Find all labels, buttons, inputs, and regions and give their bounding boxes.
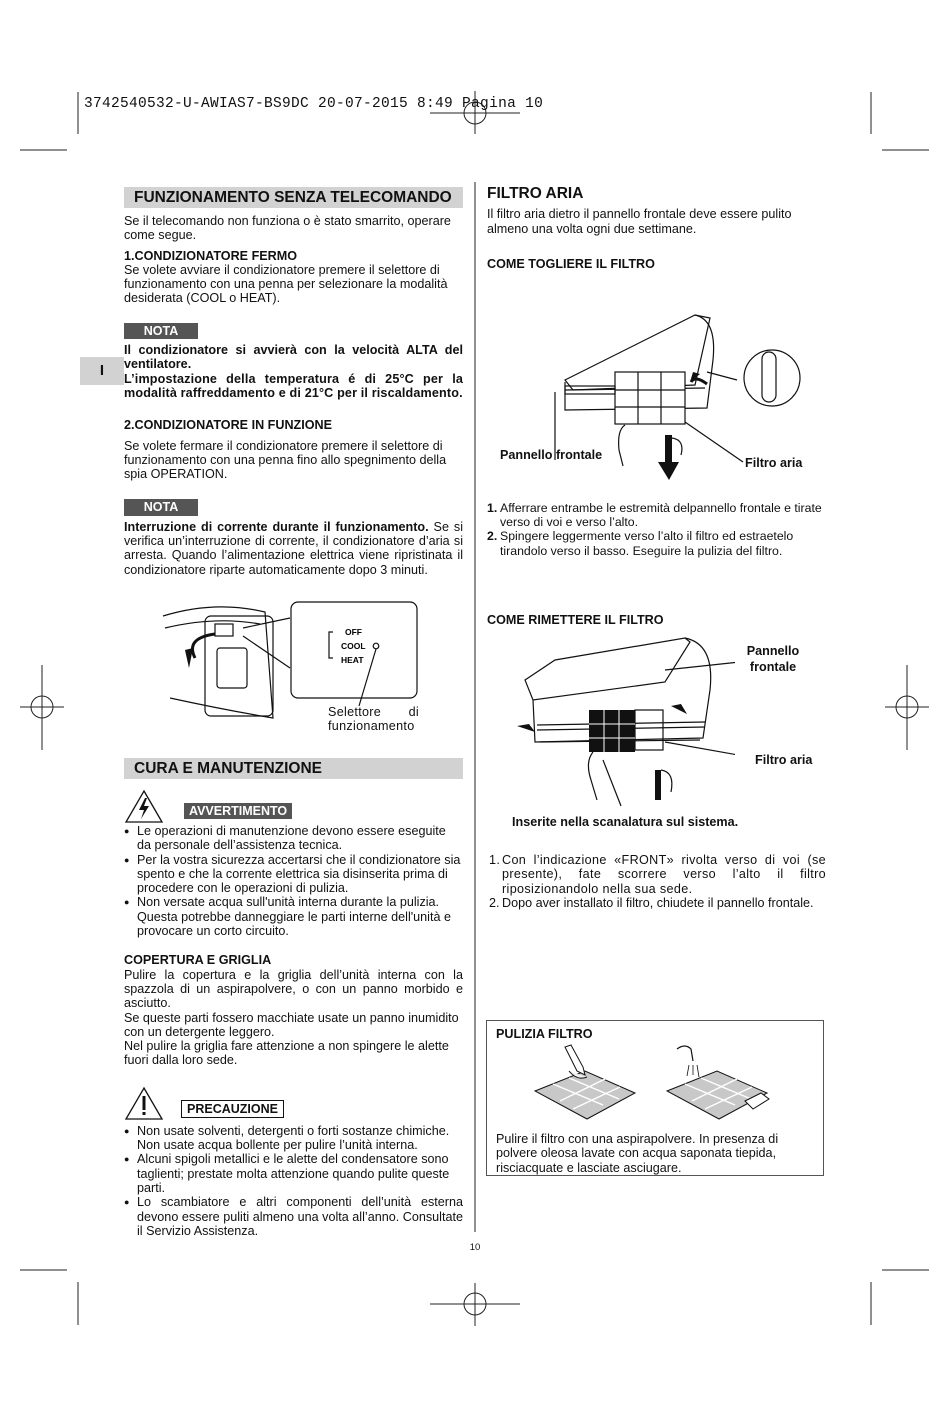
cover-grille-title: COPERTURA E GRIGLIA (124, 953, 272, 968)
remove-step-2-number: 2. (487, 529, 498, 544)
remove-step-2 (487, 529, 826, 557)
remove-step-1-text: Afferrare entrambe le estremità delpannello frontale e tirate verso di voi e verso l’alto. (500, 501, 822, 530)
nota-badge-1: NOTA (124, 323, 198, 339)
warning-item: ● Le operazioni di manutenzione devono essere eseguite da personale dell’assistenza tecnica. (124, 824, 463, 853)
filter-cleaning-box (486, 1020, 824, 1176)
replace-steps (489, 853, 826, 910)
cover-grille-text-1: Pulire la copertura e la griglia dell’unità interna con la spazzola di un aspirapolvere, o con un panno morbido e asciutto. (124, 967, 463, 1011)
subsection-unit-on-title: 2.CONDIZIONATORE IN FUNZIONE (124, 418, 333, 433)
nota-2-bold: Interruzione di corrente durante il funzionamento. (124, 519, 429, 534)
electric-warning-icon (124, 789, 164, 825)
selector-caption-line-2: funzionamento (328, 719, 415, 733)
selector-caption (328, 705, 419, 733)
replace-steps-list (489, 853, 826, 910)
label-front-panel-2-line-2: frontale (749, 660, 797, 674)
section-title-maintenance: CURA E MANUTENZIONE (124, 758, 463, 779)
label-air-filter-2: Filtro aria (755, 753, 813, 767)
nota-2-text (124, 520, 463, 577)
warning-item: ● Per la vostra sicurezza accertarsi che il condizionatore sia spento e che la corrente elettrica sia disinserita prima di procedere con le operazioni di pulizia. (124, 853, 463, 896)
nota-1-line-1: Il condizionatore si avvierà con la velocità ALTA del ventilatore. (124, 343, 463, 372)
nota-1-line-2: L’impostazione della temperatura é di 25°C per la modalità raffreddamento e di 21°C per il riscaldamento. (124, 371, 463, 400)
replace-step-1 (489, 853, 826, 896)
replace-step-2-text: Dopo aver installato il filtro, chiudete il pannello frontale. (502, 895, 814, 910)
replace-step-1-text: Con l’indicazione «FRONT» rivolta verso di voi (se presente), fate scorrere verso l’alto il filtro riposizionandolo nella sua sede. (502, 853, 826, 896)
remove-steps-list (487, 501, 826, 558)
caution-item: ● Lo scambiatore e altri componenti dell’unità esterna devono essere puliti almeno una volta all’anno. Consultate il Servizio Assistenza. (124, 1195, 463, 1238)
remove-step-1 (487, 501, 826, 529)
replace-step-1-number: 1. (489, 853, 501, 867)
left-column (124, 187, 463, 577)
replace-filter-illustration (515, 630, 735, 820)
replace-filter-title: COME RIMETTERE IL FILTRO (487, 613, 664, 627)
replace-step-2 (489, 896, 826, 910)
caution-list (124, 1124, 463, 1238)
nota-badge-2: NOTA (124, 499, 198, 515)
switch-heat-label: HEAT (341, 655, 364, 665)
language-tab (80, 357, 124, 385)
air-filter-title: FILTRO ARIA (487, 185, 584, 202)
subsection-unit-off-text: Se volete avviare il condizionatore premere il selettore di funzionamento con una penna per selezionare la modalità desiderata (COOL o HEAT). (124, 262, 448, 306)
cover-grille-text-3: Nel pulire la griglia fare attenzione a non spingere le alette fuori dalla loro sede. (124, 1039, 449, 1068)
left-column-lower (124, 758, 463, 1238)
no-remote-intro: Se il telecomando non funziona o è stato smarrito, operare come segue. (124, 214, 451, 243)
remove-steps (487, 501, 826, 558)
subsection-unit-on-text: Se volete fermare il condizionatore premere il selettore di funzionamento con una penna fino allo spegnimento della spia OPERATION. (124, 438, 447, 482)
vacuum-filter-illustration (525, 1041, 645, 1131)
remove-step-1-number: 1. (487, 501, 498, 515)
label-front-panel: Pannello frontale (500, 448, 603, 462)
caution-item: ● Non usate solventi, detergenti o forti sostanze chimiche. Non usate acqua bollente per pulire l’unità interna. (124, 1124, 463, 1153)
page-number: 10 (469, 1242, 481, 1253)
warning-item: ● Non versate acqua sull'unità interna durante la pulizia. Questa potrebbe danneggiare le parti interne dell'unità e provocare un corto circuito. (124, 895, 463, 938)
washing-filter-illustration (657, 1041, 777, 1131)
caution-item: ● Alcuni spigoli metallici e le alette del condensatore sono taglienti; prestate molta attenzione quando pulite queste parti. (124, 1152, 463, 1195)
label-front-panel-2-line-1: Pannello (746, 644, 800, 658)
nota-2-body: Se si verifica un’interruzione di corrente, il condizionatore d’aria si arresta. Quando l’alimentazione elettrica viene ripristinata il condizionatore riparte automaticamente dopo 3 minuti. (124, 519, 463, 577)
language-tab-label: I (99, 362, 105, 379)
selector-caption-line-1: Selettore di (328, 705, 419, 719)
filter-cleaning-text: Pulire il filtro con una aspirapolvere. In presenza di polvere oleosa lavate con acqua saponata tiepida, risciacquate e lasciate asciugare. (496, 1132, 779, 1175)
label-front-panel-2 (744, 643, 802, 675)
warning-list (124, 824, 463, 938)
remove-filter-title: COME TOGLIERE IL FILTRO (487, 256, 655, 271)
cover-grille-text-2: Se queste parti fossero macchiate usate un panno inumidito con un detergente leggero. (124, 1010, 459, 1039)
label-air-filter: Filtro aria (745, 456, 803, 470)
print-header: 3742540532-U-AWIAS7-BS9DC 20-07-2015 8:49 Pagina 10 (84, 96, 544, 112)
caution-badge: PRECAUZIONE (181, 1100, 284, 1118)
switch-off-label: OFF (345, 627, 362, 637)
section-title-no-remote: FUNZIONAMENTO SENZA TELECOMANDO (124, 187, 463, 208)
caution-icon (124, 1086, 164, 1122)
filter-cleaning-title: PULIZIA FILTRO (496, 1027, 593, 1041)
air-filter-intro: Il filtro aria dietro il pannello frontale deve essere pulito almeno una volta ogni due settimane. (487, 207, 792, 236)
right-column (487, 187, 826, 271)
switch-cool-label: COOL (341, 641, 366, 651)
label-insert-slot: Inserite nella scanalatura sul sistema. (512, 815, 739, 829)
warning-badge: AVVERTIMENTO (184, 803, 292, 819)
replace-step-2-number: 2. (489, 895, 500, 910)
subsection-unit-off-title: 1.CONDIZIONATORE FERMO (124, 248, 298, 263)
remove-step-2-text: Spingere leggermente verso l’alto il filtro ed estraetelo tirandolo verso il basso. Eseguire la pulizia del filtro. (500, 529, 794, 558)
